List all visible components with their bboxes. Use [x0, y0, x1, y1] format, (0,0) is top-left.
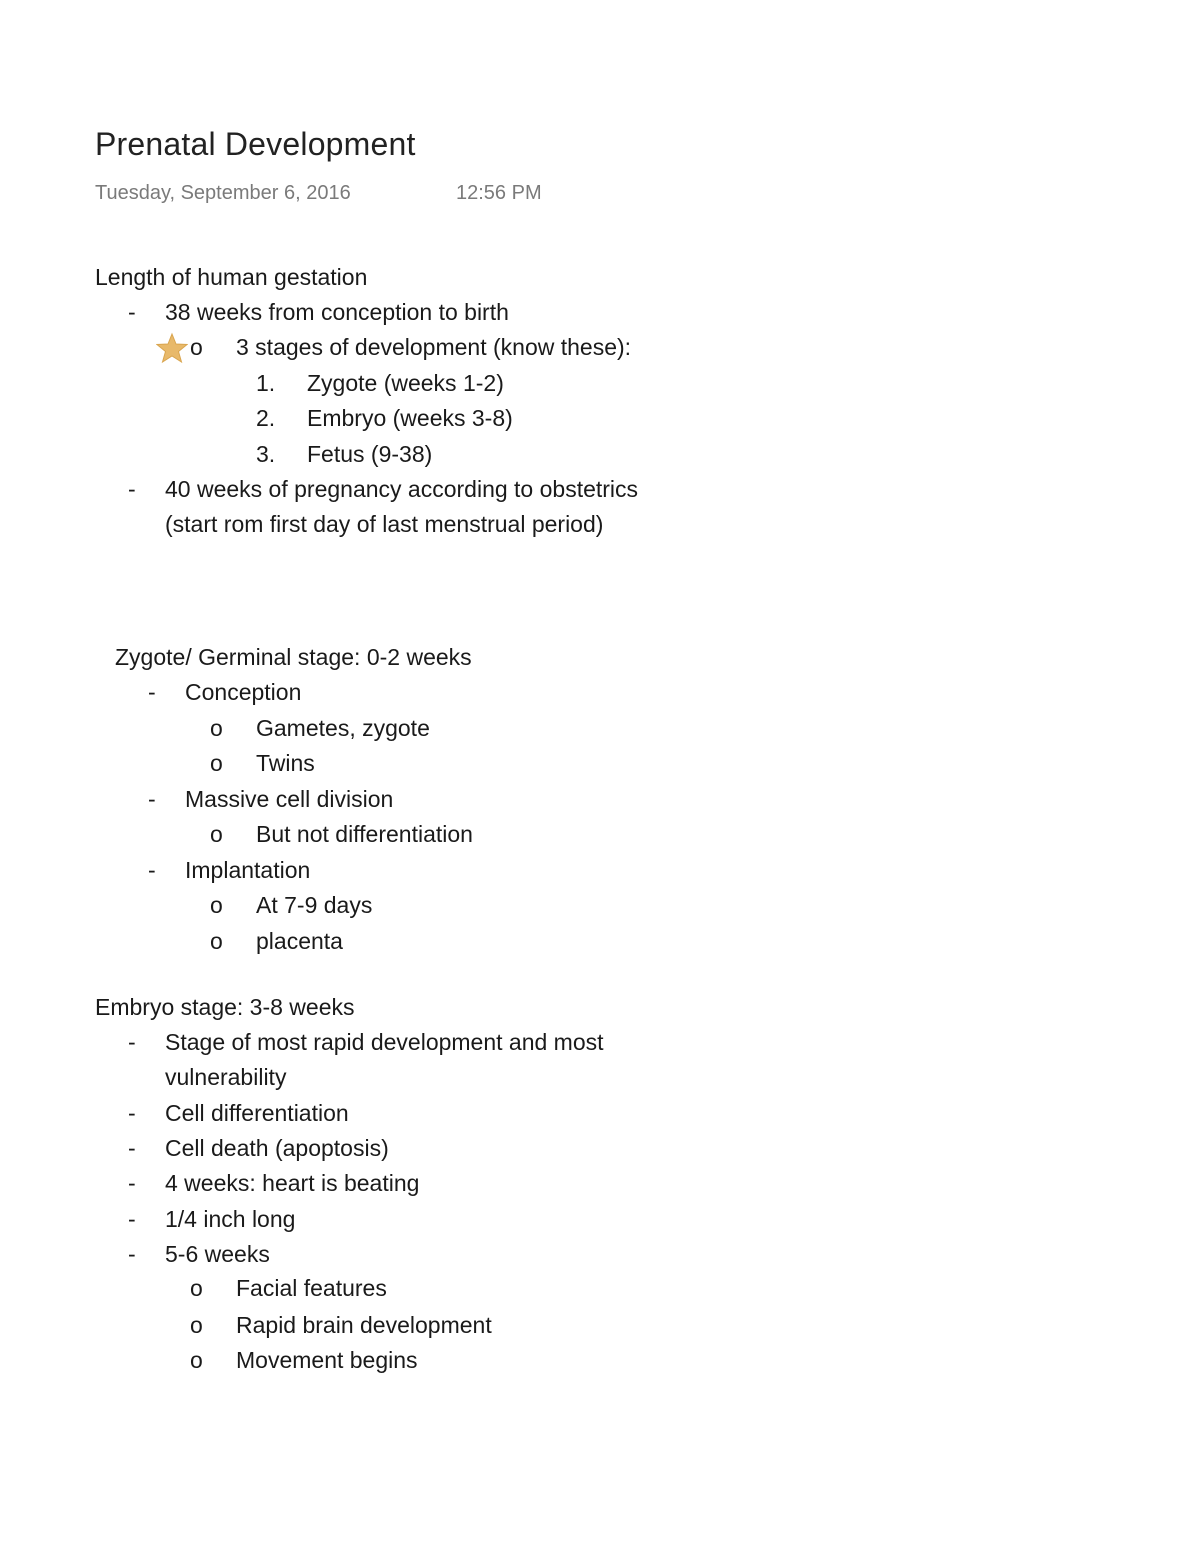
list-item: 40 weeks of pregnancy according to obstetrics	[165, 476, 639, 502]
page-title: Prenatal Development	[95, 126, 416, 162]
list-item-continuation: vulnerability	[165, 1064, 287, 1090]
dash-bullet: -	[128, 299, 136, 325]
list-item: Cell differentiation	[165, 1100, 349, 1126]
list-item: At 7-9 days	[256, 892, 373, 918]
list-item: Twins	[256, 750, 315, 776]
dash-bullet: -	[128, 1241, 136, 1267]
dash-bullet: -	[128, 1170, 136, 1196]
circle-bullet: o	[210, 928, 223, 954]
dash-bullet: -	[128, 1206, 136, 1232]
list-item: Embryo (weeks 3-8)	[307, 405, 513, 431]
list-item: 1/4 inch long	[165, 1206, 296, 1232]
list-number: 1.	[256, 370, 276, 396]
list-item: Facial features	[236, 1275, 387, 1301]
list-item: Gametes, zygote	[256, 715, 430, 741]
section-heading-gestation: Length of human gestation	[95, 264, 368, 290]
list-number: 3.	[256, 441, 276, 467]
dash-bullet: -	[148, 679, 156, 705]
list-item: 5-6 weeks	[165, 1241, 270, 1267]
list-number: 2.	[256, 405, 276, 431]
circle-bullet: o	[210, 750, 223, 776]
list-item: But not differentiation	[256, 821, 473, 847]
circle-bullet: o	[190, 1275, 203, 1301]
list-item: Zygote (weeks 1-2)	[307, 370, 504, 396]
list-item: Rapid brain development	[236, 1312, 492, 1338]
list-item: Cell death (apoptosis)	[165, 1135, 389, 1161]
list-item: Conception	[185, 679, 302, 705]
dash-bullet: -	[148, 786, 156, 812]
dash-bullet: -	[128, 1029, 136, 1055]
circle-bullet: o	[190, 334, 203, 360]
list-item: Fetus (9-38)	[307, 441, 433, 467]
note-date: Tuesday, September 6, 2016	[95, 182, 351, 204]
list-item: Movement begins	[236, 1347, 418, 1373]
list-item-continuation: (start rom first day of last menstrual period)	[165, 511, 604, 537]
note-time: 12:56 PM	[456, 182, 542, 204]
circle-bullet: o	[210, 715, 223, 741]
circle-bullet: o	[210, 821, 223, 847]
list-item: Implantation	[185, 857, 311, 883]
list-item: 4 weeks: heart is beating	[165, 1170, 420, 1196]
dash-bullet: -	[148, 857, 156, 883]
section-heading-zygote: Zygote/ Germinal stage: 0-2 weeks	[115, 644, 472, 670]
section-heading-embryo: Embryo stage: 3-8 weeks	[95, 994, 355, 1020]
list-item: placenta	[256, 928, 343, 954]
star-icon	[156, 332, 188, 364]
list-item: Stage of most rapid development and most	[165, 1029, 604, 1055]
dash-bullet: -	[128, 1100, 136, 1126]
list-item: 38 weeks from conception to birth	[165, 299, 509, 325]
circle-bullet: o	[210, 892, 223, 918]
dash-bullet: -	[128, 1135, 136, 1161]
circle-bullet: o	[190, 1312, 203, 1338]
circle-bullet: o	[190, 1347, 203, 1373]
dash-bullet: -	[128, 476, 136, 502]
list-item: Massive cell division	[185, 786, 394, 812]
list-item: 3 stages of development (know these):	[236, 334, 632, 360]
